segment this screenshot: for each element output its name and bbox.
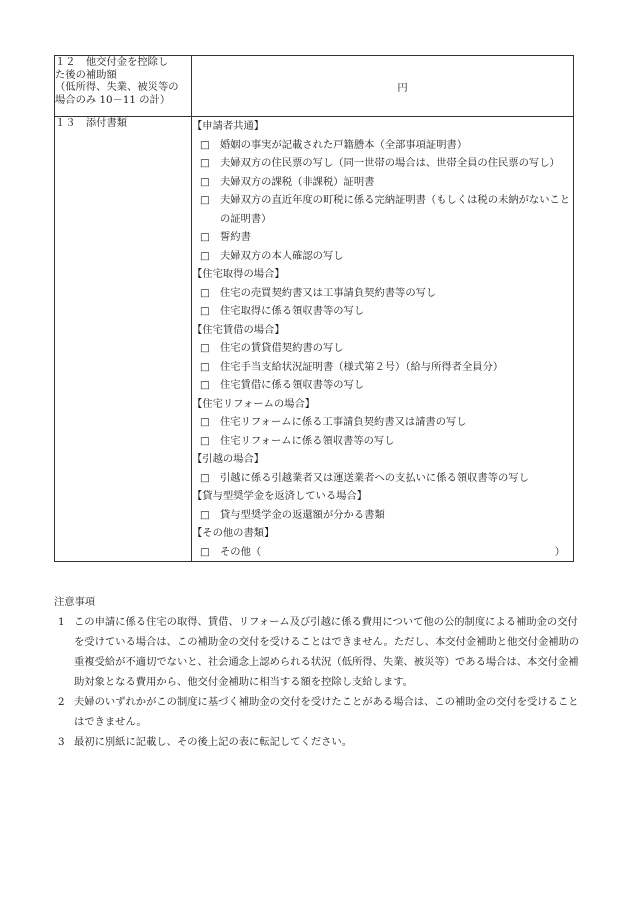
document-item-label: 住宅の賃貸借契約書の写し <box>220 342 344 354</box>
checkbox[interactable]: □ <box>200 342 210 354</box>
checkbox[interactable]: □ <box>200 286 210 299</box>
application-form-table <box>54 55 574 562</box>
document-item-label: 夫婦双方の直近年度の町税に係る完納証明書（もしくは税の未納がないことの証明書） <box>220 194 571 225</box>
other-label: その他（ <box>220 545 262 558</box>
section-heading: 【住宅リフォームの場合】 <box>192 397 316 410</box>
checkbox[interactable]: □ <box>200 157 210 169</box>
section-heading: 【住宅賃借の場合】 <box>192 323 285 336</box>
notes-title: 注意事項 <box>54 596 96 608</box>
document-item-label: 住宅の売買契約書又は工事請負契約書等の写し <box>220 286 437 299</box>
document-item <box>192 191 573 228</box>
note-text: この申請に係る住宅の取得、賃借、リフォーム及び引越に係る費用について他の公的制度による補助金の交付を受けている場合は、この補助金の交付を受けることはできません。ただし、本交付金補助と他交付金補助の重複受給が不適切でないと、社会通念上認められる状況（低所得、失業、被災等）である場合は、本交付金補助対象となる費用から、他交付金補助に相当する額を控除し支給します。 <box>74 616 580 688</box>
document-item-label: 住宅取得に係る領収書等の写し <box>220 305 365 317</box>
document-item <box>192 173 573 192</box>
checkbox[interactable]: □ <box>200 545 210 558</box>
document-item <box>192 432 573 451</box>
document-item-label: 夫婦双方の本人確認の写し <box>220 249 344 262</box>
note-text: 夫婦のいずれかがこの制度に基づく補助金の交付を受けたことがある場合は、この補助金の交付を受けることはできません。 <box>74 696 579 728</box>
section-heading: 【申請者共通】 <box>192 120 265 132</box>
checkbox[interactable]: □ <box>200 508 210 521</box>
section-heading: 【その他の書類】 <box>192 527 275 539</box>
document-item-label: 夫婦双方の住民票の写し（同一世帯の場合は、世帯全員の住民票の写し） <box>220 157 560 169</box>
note-item <box>54 692 582 732</box>
other-close-paren: ） <box>554 545 565 558</box>
document-item <box>192 506 573 525</box>
attached-documents-list <box>192 117 574 562</box>
checkbox[interactable]: □ <box>200 360 210 373</box>
note-item <box>54 612 582 692</box>
document-item <box>192 302 573 321</box>
checkbox[interactable]: □ <box>200 305 210 317</box>
section-heading: 【住宅取得の場合】 <box>192 268 285 280</box>
checkbox[interactable]: □ <box>200 194 210 206</box>
row-12-amount-field[interactable] <box>192 56 574 117</box>
document-item-label: 住宅手当支給状況証明書（様式第２号）（給与所得者全員分） <box>220 360 504 373</box>
checkbox[interactable]: □ <box>200 471 210 484</box>
checkbox[interactable]: □ <box>200 138 210 151</box>
document-item <box>192 284 573 303</box>
note-text: 最初に別紙に記載し、その後上記の表に転記してください。 <box>74 736 353 748</box>
row-12-label-line: （低所得、失業、被災等の <box>55 81 179 93</box>
row-13-label-text: １３ 添付書類 <box>55 117 128 129</box>
document-item <box>192 154 573 173</box>
document-item <box>192 247 573 266</box>
document-item-label: 貸与型奨学金の返還額が分かる書類 <box>220 508 385 521</box>
checkbox[interactable]: □ <box>200 379 210 391</box>
row-12-label-line: た後の補助額 <box>55 68 117 81</box>
document-item <box>192 469 573 488</box>
document-item <box>192 358 573 377</box>
document-item-label: 夫婦双方の課税（非課税）証明書 <box>220 175 375 188</box>
document-item-label: 住宅リフォームに係る工事請負契約書又は請書の写し <box>220 416 467 428</box>
document-item-label: 婚姻の事実が記載された戸籍謄本（全部事項証明書） <box>220 138 468 151</box>
yen-unit: 円 <box>397 81 408 94</box>
document-item-label: 引越に係る引越業者又は運送業者への支払いに係る領収書等の写し <box>220 471 529 484</box>
section-heading: 【引越の場合】 <box>192 453 265 465</box>
row-12 <box>55 56 574 117</box>
row-12-label-line: １２ 他交付金を控除し <box>55 56 169 68</box>
document-item <box>192 136 573 155</box>
document-item <box>192 228 573 247</box>
checkbox[interactable]: □ <box>200 416 210 428</box>
document-item-other[interactable] <box>192 543 573 562</box>
checkbox[interactable]: □ <box>200 231 210 243</box>
document-item <box>192 413 573 432</box>
row-13 <box>55 117 574 562</box>
notes-section <box>54 592 582 752</box>
note-number: 1 <box>58 616 65 628</box>
row-12-label-line: 場合のみ 10－11 の計） <box>55 93 171 106</box>
document-item-label: 住宅賃借に係る領収書等の写し <box>220 379 365 391</box>
checkbox[interactable]: □ <box>200 249 210 262</box>
document-item <box>192 376 573 395</box>
note-number: 3 <box>58 736 65 748</box>
document-item-label: 誓約書 <box>220 231 251 243</box>
document-item-label: 住宅リフォームに係る領収書等の写し <box>220 434 395 447</box>
section-heading: 【貸与型奨学金を返済している場合】 <box>192 490 368 502</box>
note-number: 2 <box>58 696 65 708</box>
checkbox[interactable]: □ <box>200 434 210 447</box>
note-item <box>54 732 582 752</box>
row-12-label <box>55 56 192 117</box>
document-item <box>192 339 573 358</box>
row-13-label <box>55 117 192 562</box>
checkbox[interactable]: □ <box>200 175 210 188</box>
